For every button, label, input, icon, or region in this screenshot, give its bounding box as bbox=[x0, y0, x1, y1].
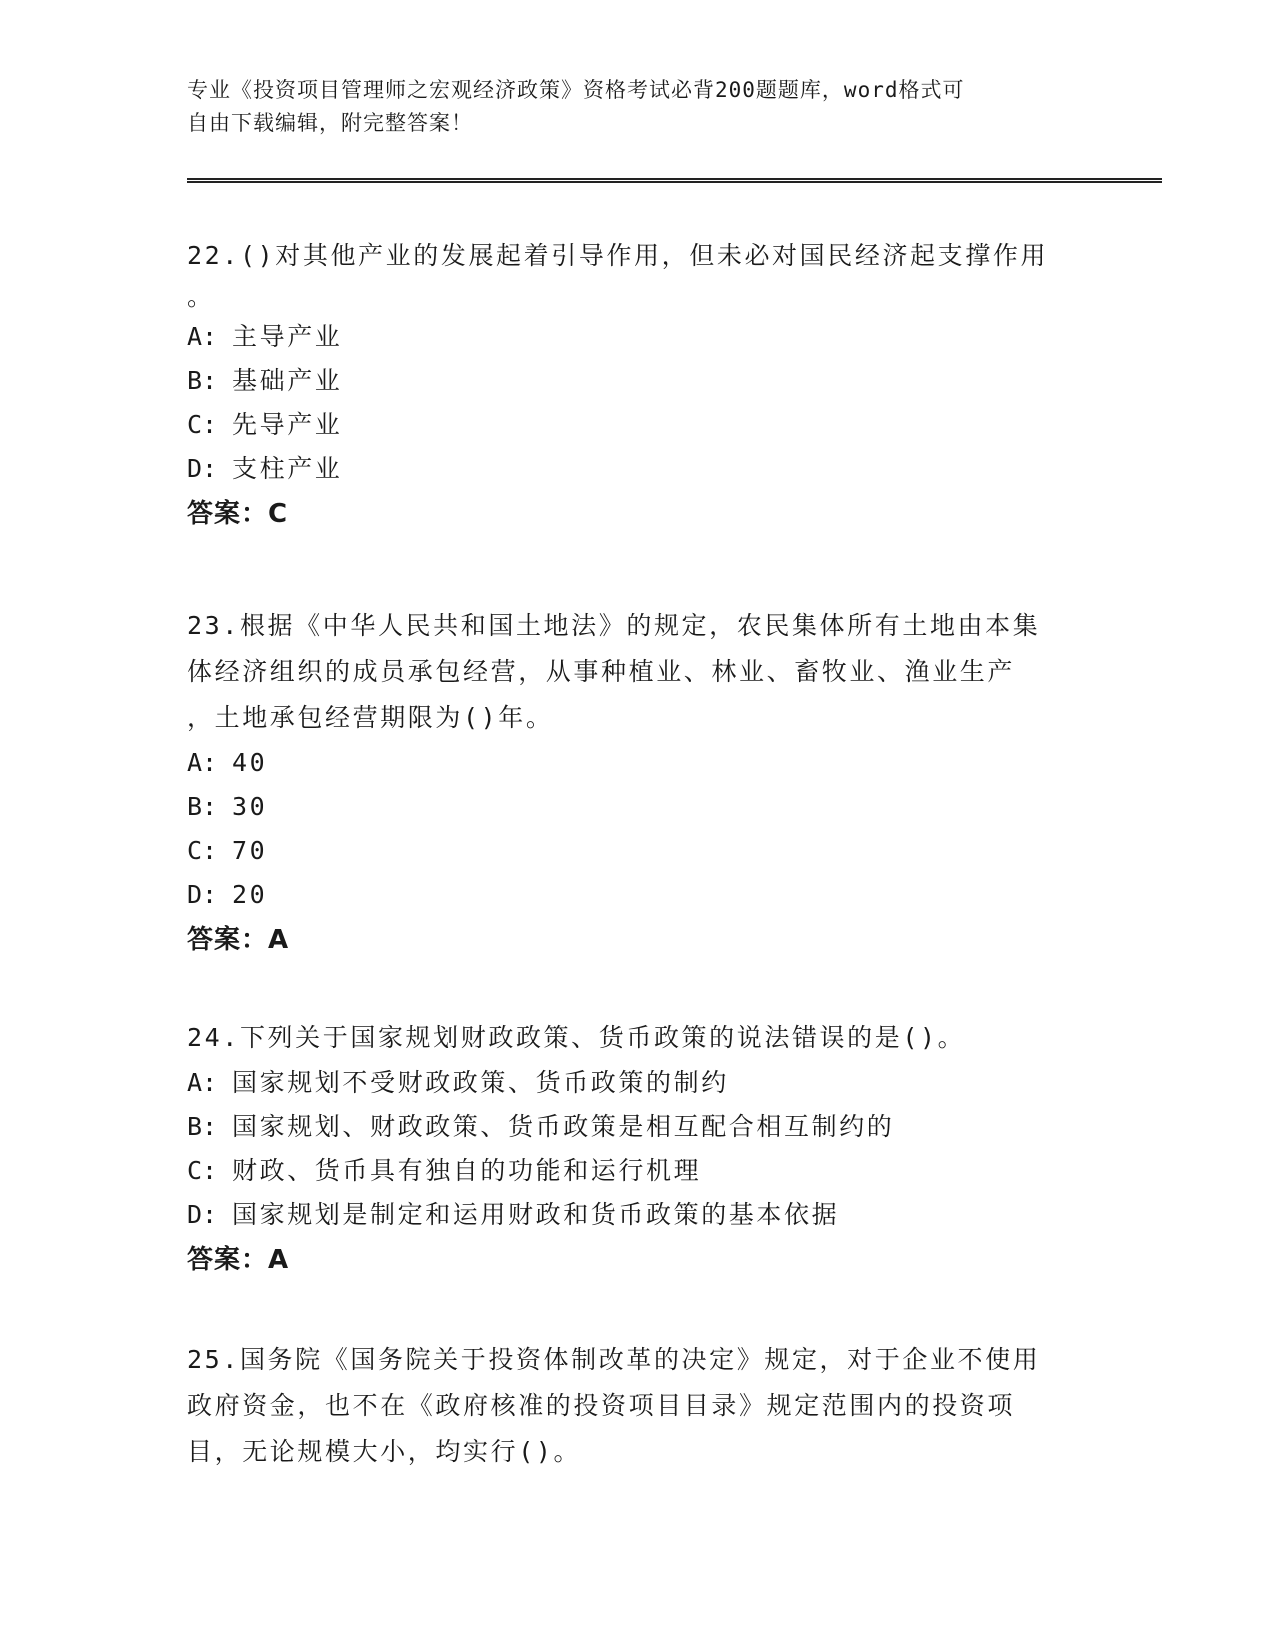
stem-line: ，土地承包经营期限为()年。 bbox=[187, 703, 554, 732]
option-text: 40 bbox=[232, 748, 268, 777]
option-text: 国家规划不受财政政策、货币政策的制约 bbox=[232, 1068, 729, 1097]
question-22 bbox=[187, 233, 1087, 537]
stem-line: 24.下列关于国家规划财政政策、货币政策的说法错误的是()。 bbox=[187, 1023, 966, 1052]
option-text: 先导产业 bbox=[232, 410, 343, 439]
question-25 bbox=[187, 1337, 1087, 1475]
option-key: D: bbox=[187, 880, 218, 909]
option-d bbox=[187, 1193, 1087, 1237]
header-line-2: 自由下载编辑，附完整答案！ bbox=[187, 111, 473, 135]
option-d bbox=[187, 873, 1087, 917]
stem-line: 体经济组织的成员承包经营，从事种植业、林业、畜牧业、渔业生产 bbox=[187, 657, 1016, 686]
option-key: D: bbox=[187, 454, 218, 483]
stem-line: 25.国务院《国务院关于投资体制改革的决定》规定，对于企业不使用 bbox=[187, 1345, 1041, 1374]
option-key: A: bbox=[187, 748, 218, 777]
stem-line: 目，无论规模大小，均实行()。 bbox=[187, 1437, 582, 1466]
option-b bbox=[187, 785, 1087, 829]
option-c bbox=[187, 403, 1087, 447]
option-key: B: bbox=[187, 366, 218, 395]
question-stem bbox=[187, 233, 1087, 315]
option-text: 30 bbox=[232, 792, 268, 821]
option-key: A: bbox=[187, 1068, 218, 1097]
stem-line: 政府资金，也不在《政府核准的投资项目目录》规定范围内的投资项 bbox=[187, 1391, 1016, 1420]
question-stem bbox=[187, 1015, 1087, 1061]
option-key: A: bbox=[187, 322, 218, 351]
question-23 bbox=[187, 603, 1087, 963]
stem-line: 23.根据《中华人民共和国土地法》的规定，农民集体所有土地由本集 bbox=[187, 611, 1041, 640]
option-text: 基础产业 bbox=[232, 366, 343, 395]
option-key: D: bbox=[187, 1200, 218, 1229]
answer: 答案：C bbox=[187, 499, 289, 529]
option-text: 国家规划、财政政策、货币政策是相互配合相互制约的 bbox=[232, 1112, 895, 1141]
stem-line: 。 bbox=[187, 282, 215, 311]
header-divider bbox=[187, 178, 1162, 183]
option-text: 国家规划是制定和运用财政和货币政策的基本依据 bbox=[232, 1200, 840, 1229]
option-text: 主导产业 bbox=[232, 322, 343, 351]
option-key: C: bbox=[187, 836, 218, 865]
option-b bbox=[187, 359, 1087, 403]
option-text: 20 bbox=[232, 880, 268, 909]
option-c bbox=[187, 829, 1087, 873]
option-key: C: bbox=[187, 1156, 218, 1185]
option-text: 70 bbox=[232, 836, 268, 865]
option-key: C: bbox=[187, 410, 218, 439]
stem-line: 22.()对其他产业的发展起着引导作用，但未必对国民经济起支撑作用 bbox=[187, 241, 1049, 270]
question-stem bbox=[187, 1337, 1087, 1475]
option-d bbox=[187, 447, 1087, 491]
option-a bbox=[187, 741, 1087, 785]
option-text: 财政、货币具有独自的功能和运行机理 bbox=[232, 1156, 702, 1185]
option-b bbox=[187, 1105, 1087, 1149]
answer: 答案：A bbox=[187, 925, 290, 955]
answer: 答案：A bbox=[187, 1245, 290, 1275]
question-24 bbox=[187, 1015, 1087, 1283]
option-c bbox=[187, 1149, 1087, 1193]
option-a bbox=[187, 1061, 1087, 1105]
header-line-1: 专业《投资项目管理师之宏观经济政策》资格考试必背200题题库，word格式可 bbox=[187, 78, 965, 102]
question-stem bbox=[187, 603, 1087, 741]
option-text: 支柱产业 bbox=[232, 454, 343, 483]
option-key: B: bbox=[187, 792, 218, 821]
option-a bbox=[187, 315, 1087, 359]
option-key: B: bbox=[187, 1112, 218, 1141]
document-header bbox=[187, 74, 1087, 140]
